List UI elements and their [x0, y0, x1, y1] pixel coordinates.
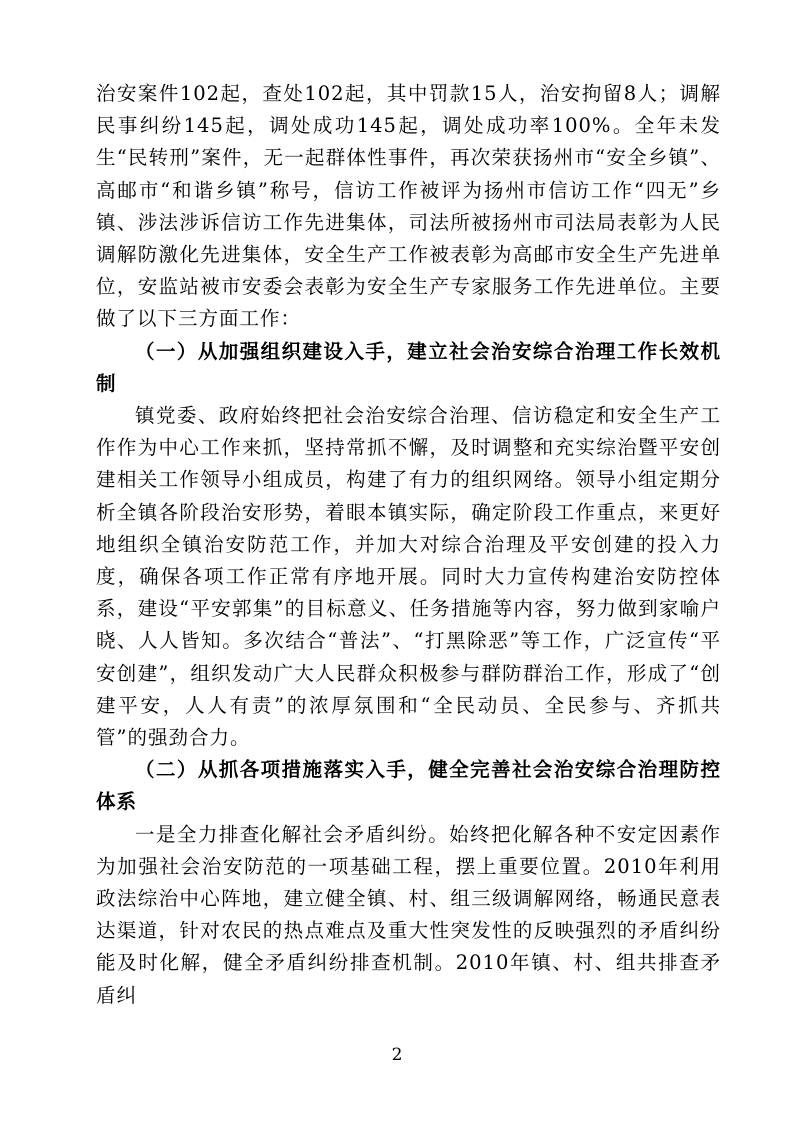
page-number: 2 — [391, 1045, 403, 1065]
section-heading-2: （二）从抓各项措施落实入手，健全完善社会治安综合治理防控体系 — [96, 758, 721, 814]
intro-paragraph: 治安案件102起，查处102起，其中罚款15人，治安拘留8人；调解民事纠纷145起，调处成功145起，调处成功率100%。全年未发生“民转刑”案件，无一起群体性事件，再次荣获扬州市“安全乡镇”、高邮市“和谐乡镇”称号，信访工作被评为扬州市信访工作“四无”乡镇、涉法涉诉信访工作先进集体，司法所被扬州市司法局表彰为人民调解防激化先进集体，安全生产工作被表彰为高邮市安全生产先进单位，安监站被市安委会表彰为安全生产专家服务工作先进单位。主要做了以下三方面工作： — [96, 82, 721, 331]
document-body — [96, 78, 721, 1012]
section-paragraph-2: 一是全力排查化解社会矛盾纠纷。始终把化解各种不安定因素作为加强社会治安防范的一项基础工程，摆上重要位置。2010年利用政法综治中心阵地，建立健全镇、村、组三级调解网络，畅通民意表达渠道，针对农民的热点难点及重大性突发性的反映强烈的矛盾纠纷能及时化解，健全矛盾纠纷排查机制。2010年镇、村、组共排查矛盾纠 — [96, 822, 721, 1007]
section-paragraph-1: 镇党委、政府始终把社会治安综合治理、信访稳定和安全生产工作作为中心工作来抓，坚持常抓不懈，及时调整和充实综治暨平安创建相关工作领导小组成员，构建了有力的组织网络。领导小组定期分析全镇各阶段治安形势，着眼本镇实际，确定阶段工作重点，来更好地组织全镇治安防范工作，并加大对综合治理及平安创建的投入力度，确保各项工作正常有序地开展。同时大力宣传构建治安防控体系，建设“平安郭集”的目标意义、任务措施等内容，努力做到家喻户晓、人人皆知。多次结合“普法”、“打黑除恶”等工作，广泛宣传“平安创建”，组织发动广大人民群众积极参与群防群治工作，形成了“创建平安，人人有责”的浓厚氛围和“全民动员、全民参与、齐抓共管”的强劲合力。 — [96, 404, 721, 750]
section-heading-1: （一）从加强组织建设入手，建立社会治安综合治理工作长效机制 — [96, 339, 721, 395]
